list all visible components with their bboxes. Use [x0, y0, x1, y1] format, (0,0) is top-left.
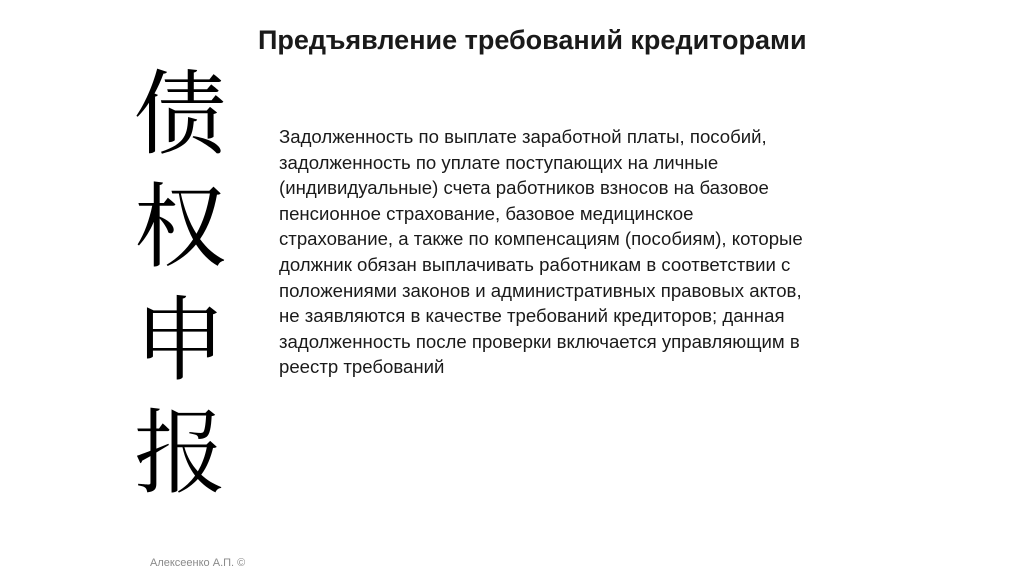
vertical-chinese-heading [120, 58, 240, 510]
chinese-char-bao: 报 [133, 400, 226, 507]
chinese-char-quan: 权 [133, 174, 226, 281]
body-line: (индивидуальные) счета работников взносов на базовое [279, 177, 769, 199]
body-line: не заявляются в качестве требований кредиторов; данная [279, 305, 785, 327]
body-line: должник обязан выплачивать работникам в соответствии с [279, 253, 791, 275]
body-line: реестр требований [279, 356, 445, 378]
body-line: Задолженность по выплате заработной платы, пособий, [279, 126, 767, 147]
body-paragraph [279, 124, 859, 380]
chinese-char-zhai: 债 [133, 61, 226, 168]
body-line: страхование, а также по компенсациям (пособиям), которые [279, 228, 803, 250]
body-line: пенсионное страхование, базовое медицинское [279, 202, 694, 224]
body-line: положениями законов и административных правовых актов, [279, 279, 802, 301]
body-line: задолженность по уплате поступающих на личные [279, 151, 719, 173]
slide-title: Предъявление требований кредиторами [258, 25, 807, 55]
footer-copyright: Алексеенко А.П. © [150, 557, 246, 569]
chinese-char-shen: 申 [133, 287, 226, 394]
body-line: задолженность после проверки включается управляющим в [279, 330, 800, 352]
